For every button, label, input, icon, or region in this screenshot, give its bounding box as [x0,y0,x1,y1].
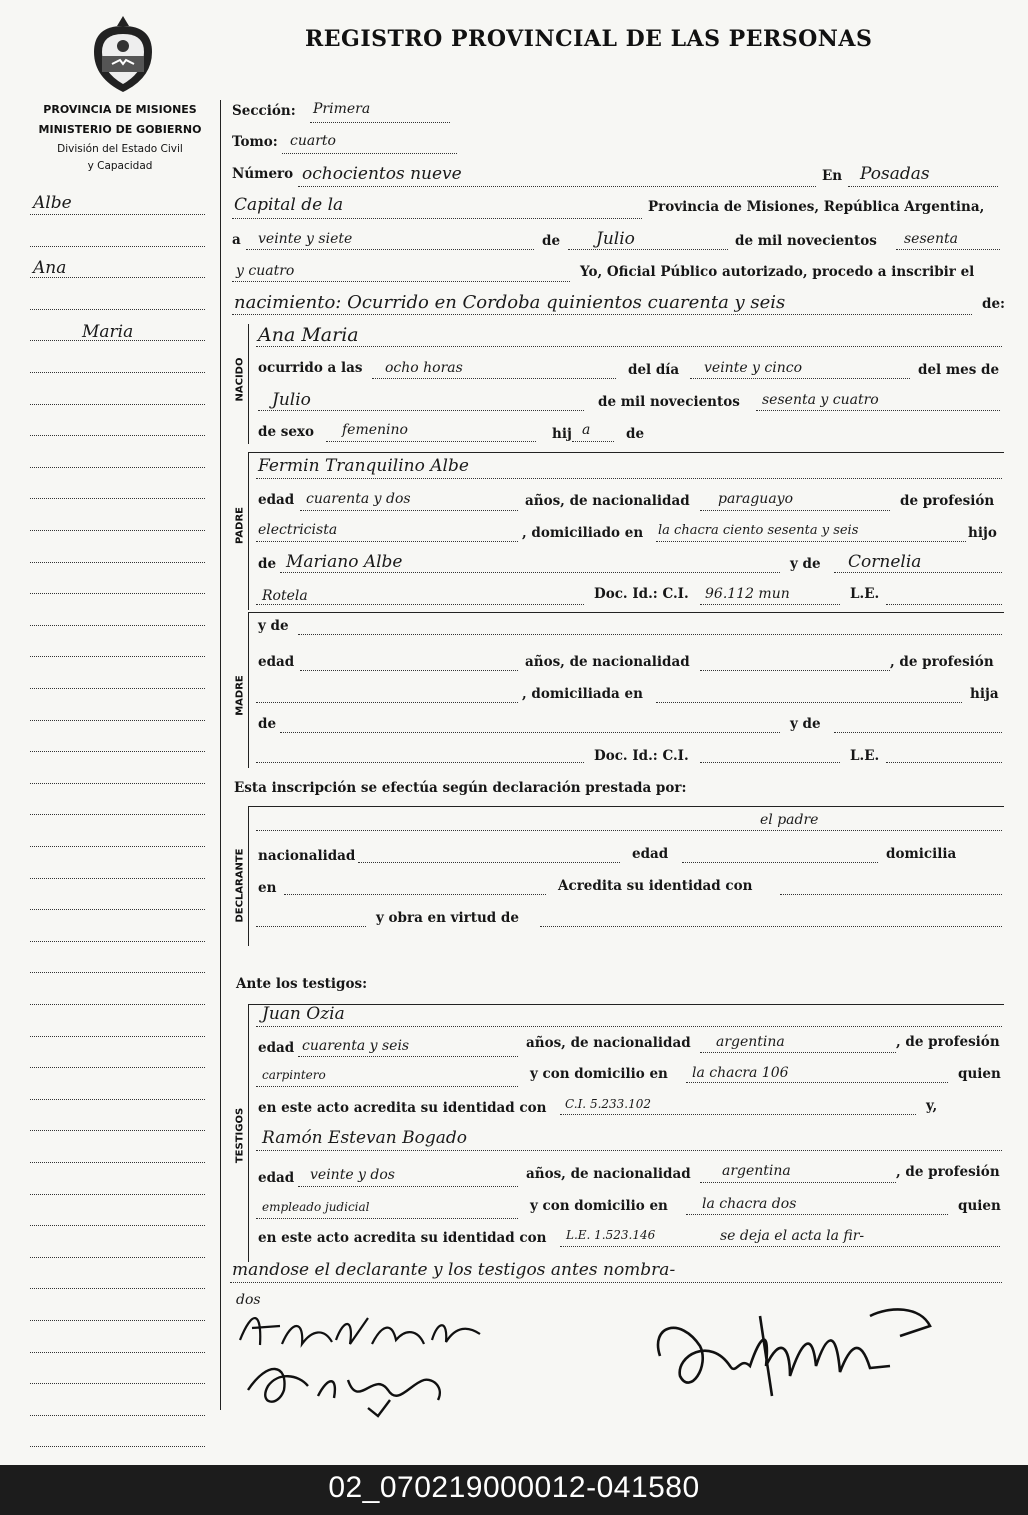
margin-rule-line [30,372,205,373]
margin-rule-line [30,246,205,247]
declarante-en-label: en [258,880,277,896]
padre-le-label: L.E. [850,586,880,602]
margin-rule-line [30,214,205,215]
a-label: a [232,232,241,248]
margin-rule-line [30,846,205,847]
mes-label: del mes de [918,362,1000,378]
testigo1-edad-label: edad [258,1040,295,1056]
year-value: sesenta [904,231,958,247]
margin-rule-line [30,404,205,405]
testigo2-rest-value: se deja el acta la fir- [720,1228,865,1244]
testigo2-domicilio-value: la chacra dos [702,1196,797,1212]
padre-madre-de-value: Cornelia [848,552,922,572]
margin-rule-line [30,498,205,499]
madre-edad-label: edad [258,654,295,670]
nacido-de-label: de [626,426,645,442]
padre-doc-value: 96.112 mun [705,586,790,602]
testigo2-edad-label: edad [258,1170,295,1186]
testigo2-profesion-label: , de profesión [896,1164,1000,1180]
margin-rule-line [30,1004,205,1005]
padre-domicilio-value: la chacra ciento sesenta y seis [658,523,859,538]
margin-rule-line [30,878,205,879]
padre-de-value: Mariano Albe [286,552,403,572]
padre-anios-label: años, de nacionalidad [525,493,690,509]
padre-name: Fermin Tranquilino Albe [258,456,469,476]
testigo2-quien-label: quien [958,1198,1001,1214]
left-column-divider [220,100,221,1410]
margin-rule-line [30,751,205,752]
coat-of-arms-icon [82,12,164,96]
margin-rule-line [30,309,205,310]
dia-value: veinte y cinco [704,360,803,376]
ocurrido-label: ocurrido a las [258,360,363,376]
margin-rule-line [30,277,205,278]
org-line-province: PROVINCIA DE MISIONES [43,103,197,116]
madre-le-label: L.E. [850,748,880,764]
testigo2-acredita-label: en este acto acredita su identidad con [258,1230,547,1246]
margin-rule-line [30,340,205,341]
org-line-division: División del Estado Civil [57,143,183,155]
margin-rule-line [30,1130,205,1131]
testigo1-acredita-label: en este acto acredita su identidad con [258,1100,547,1116]
margin-rule-line [30,1225,205,1226]
margin-note-surname: Albe [33,193,72,213]
closing-text: mandose el declarante y los testigos antes nombra- [232,1260,676,1280]
margin-rule-line [30,1194,205,1195]
capital-value: Capital de la [234,195,344,215]
padre-domicilio-label: , domiciliado en [522,525,644,541]
org-line-capacity: y Capacidad [87,160,153,172]
margin-rule-line [30,1099,205,1100]
tomo-label: Tomo: [232,134,278,150]
margin-rule-line [30,1352,205,1353]
de-end-label: de: [982,296,1006,312]
testigo1-profesion-label: , de profesión [896,1034,1000,1050]
provincia-text: Provincia de Misiones, República Argentina, [648,199,985,215]
sexo-value: femenino [342,422,408,438]
margin-rule-line [30,1320,205,1321]
yo-text: Yo, Oficial Público autorizado, procedo a inscribir el [580,264,975,280]
margin-rule-line [30,1288,205,1289]
padre-hijo-label: hijo [968,525,997,541]
testigo2-nacionalidad-value: argentina [722,1163,791,1179]
madre-de-label: de [258,716,277,732]
margin-rule-line [30,941,205,942]
footer-document-id: 02_070219000012-041580 [328,1471,700,1504]
madre-doc-label: Doc. Id.: C.I. [594,748,689,764]
testigo2-anios-label: años, de nacionalidad [526,1166,691,1182]
madre-y-de-label: y de [258,618,289,634]
nacido-name: Ana Maria [258,324,359,346]
org-line-ministry: MINISTERIO DE GOBIERNO [38,123,202,136]
margin-rule-line [30,1446,205,1447]
mes-value: Julio [272,390,311,410]
padre-doc-label: Doc. Id.: C.I. [594,586,689,602]
margin-rule-line [30,562,205,563]
hora-value: ocho horas [385,360,463,376]
testigos-section-label: TESTIGOS [234,1107,246,1164]
dia-label: del día [628,362,680,378]
padre-edad-value: cuarenta y dos [306,491,411,507]
testigo1-anios-label: años, de nacionalidad [526,1035,691,1051]
testigo1-y-label: y, [926,1098,938,1114]
document-title: REGISTRO PROVINCIAL DE LAS PERSONAS [305,26,873,52]
margin-rule-line [30,467,205,468]
en-value: Posadas [860,164,930,184]
declarante-section-label: DECLARANTE [234,848,246,923]
closing-text-2: dos [236,1292,261,1308]
testigo2-domicilio-label: y con domicilio en [530,1198,668,1214]
madre-y-de2-label: y de [790,716,821,732]
testigo1-nacionalidad-value: argentina [716,1034,785,1050]
padre-nacionalidad-value: paraguayo [718,491,794,507]
margin-rule-line [30,1036,205,1037]
de-label: de [542,233,561,249]
acta-value: nacimiento: Ocurrido en Cordoba quinientos cuarenta y seis [234,292,786,313]
anio-value: sesenta y cuatro [762,392,879,408]
declarante-domicilia-label: domicilia [886,846,957,862]
margin-rule-line [30,530,205,531]
seccion-label: Sección: [232,103,296,119]
declaracion-text: Esta inscripción se efectúa según declaración prestada por: [234,780,687,796]
nacido-section-label: NACIDO [234,357,246,402]
margin-rule-line [30,1162,205,1163]
padre-madre-de-value-2: Rotela [262,588,308,604]
testigo1-domicilio-value: la chacra 106 [692,1065,789,1081]
madre-domiciliada-label: , domiciliada en [522,686,643,702]
margin-rule-line [30,720,205,721]
testigo2-edad-value: veinte y dos [310,1167,395,1183]
tomo-value: cuarto [290,133,336,149]
madre-profesion-label: , de profesión [890,654,994,670]
margin-rule-line [30,1257,205,1258]
testigos-text: Ante los testigos: [236,976,368,992]
declarante-nacionalidad-label: nacionalidad [258,848,356,864]
year-value-2: y cuatro [236,263,295,279]
hij-value: a [582,422,591,438]
testigo1-edad-value: cuarenta y seis [302,1038,410,1054]
numero-value: ochocientos nueve [302,164,462,184]
testigo1-id-value: C.I. 5.233.102 [565,1097,652,1111]
margin-rule-line [30,625,205,626]
signature-official [640,1296,940,1406]
mil-label: de mil novecientos [735,233,877,249]
sexo-label: de sexo [258,424,314,440]
madre-anios-label: años, de nacionalidad [525,654,690,670]
margin-rule-line [30,593,205,594]
padre-de-label: de [258,556,277,572]
declarante-edad-label: edad [632,846,669,862]
testigo1-profesion-value: carpintero [262,1068,326,1082]
padre-section-label: PADRE [234,507,246,544]
footer-bar [0,1465,1028,1515]
margin-rule-line [30,814,205,815]
testigo2-profesion-value: empleado judicial [262,1200,370,1214]
hij-label: hij [552,426,572,442]
en-label: En [822,168,843,184]
numero-label: Número [232,166,294,182]
margin-rule-line [30,1415,205,1416]
margin-rule-line [30,1067,205,1068]
signature-witness-1 [238,1350,478,1420]
margin-note-name1: Ana [33,258,67,278]
testigo1-domicilio-label: y con domicilio en [530,1066,668,1082]
testigo1-name: Juan Ozia [262,1004,345,1024]
margin-rule-line [30,656,205,657]
month-value: Julio [596,229,635,249]
padre-edad-label: edad [258,492,295,508]
margin-rule-line [30,909,205,910]
margin-rule-line [30,783,205,784]
margin-rule-line [30,435,205,436]
testigo2-id-value: L.E. 1.523.146 [566,1228,656,1242]
testigo2-name: Ramón Estevan Bogado [262,1128,468,1148]
padre-profesion-value: electricista [258,522,338,538]
declarante-obra-label: y obra en virtud de [376,910,519,926]
margin-rule-line [30,972,205,973]
declarante-acredita-label: Acredita su identidad con [558,878,753,894]
margin-note-name2: Maria [82,322,134,342]
madre-section-label: MADRE [234,675,246,716]
declarante-value: el padre [760,812,819,828]
padre-y-de-label: y de [790,556,821,572]
a-value: veinte y siete [258,231,353,247]
padre-profesion-label: de profesión [900,493,995,509]
testigo1-quien-label: quien [958,1066,1001,1082]
seccion-value: Primera [313,101,371,117]
nacido-mil-label: de mil novecientos [598,394,740,410]
margin-rule-line [30,688,205,689]
margin-rule-line [30,1383,205,1384]
madre-hija-label: hija [970,686,999,702]
